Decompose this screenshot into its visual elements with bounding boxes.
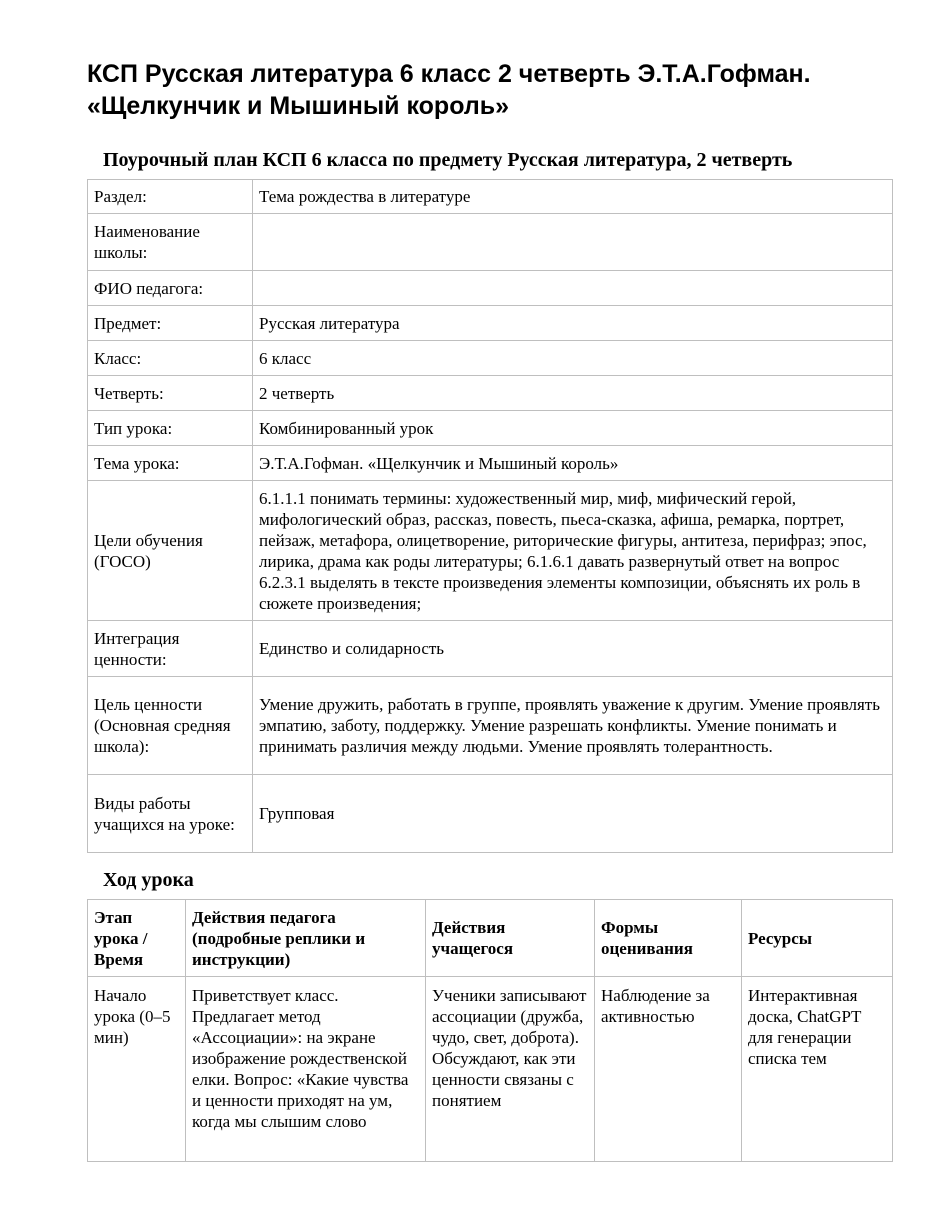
- row-label: Предмет:: [88, 306, 253, 341]
- row-value: Комбинированный урок: [253, 411, 893, 446]
- row-value: [253, 214, 893, 271]
- table-row: [88, 271, 893, 306]
- table-row: [88, 621, 893, 677]
- table-row: [88, 481, 893, 621]
- info-table: [87, 179, 893, 853]
- table-row: [88, 180, 893, 214]
- row-label: Класс:: [88, 341, 253, 376]
- row-value: Русская литература: [253, 306, 893, 341]
- row-label: Четверть:: [88, 376, 253, 411]
- row-label: Наименование школы:: [88, 214, 253, 271]
- row-label: Цель ценности (Основная средняя школа):: [88, 677, 253, 775]
- document-title: КСП Русская литература 6 класс 2 четверть Э.Т.А.Гофман. «Щелкунчик и Мышиный король»: [87, 60, 811, 120]
- table-row: [88, 306, 893, 341]
- row-label: ФИО педагога:: [88, 271, 253, 306]
- row-value: 6 класс: [253, 341, 893, 376]
- table-header-row: [88, 900, 893, 977]
- table-row: [88, 376, 893, 411]
- row-label: Тема урока:: [88, 446, 253, 481]
- column-header: Ресурсы: [742, 900, 893, 977]
- row-value: Тема рождества в литературе: [253, 180, 893, 214]
- lesson-table: [87, 899, 893, 1162]
- row-value: [253, 271, 893, 306]
- plan-subtitle: Поурочный план КСП 6 класса по предмету Русская литература, 2 четверть: [103, 149, 793, 171]
- column-header: Действия педагога (подробные реплики и инструкции): [186, 900, 426, 977]
- column-header: Формы оценивания: [595, 900, 742, 977]
- row-value: Групповая: [253, 775, 893, 853]
- table-row: [88, 411, 893, 446]
- row-label: Виды работы учащихся на уроке:: [88, 775, 253, 853]
- row-label: Тип урока:: [88, 411, 253, 446]
- row-value: Э.Т.А.Гофман. «Щелкунчик и Мышиный король»: [253, 446, 893, 481]
- table-row: [88, 775, 893, 853]
- table-row: [88, 977, 893, 1162]
- table-row: [88, 214, 893, 271]
- document-page: [87, 58, 893, 1162]
- table-row: [88, 446, 893, 481]
- row-value: Умение дружить, работать в группе, проявлять уважение к другим. Умение проявлять эмпатию, заботу, поддержку. Умение разрешать конфликты. Умение понимать и принимать различия между людьми. Умение проявлять толерантность.: [253, 677, 893, 775]
- column-header: Этап урока / Время: [88, 900, 186, 977]
- row-label: Цели обучения (ГОСО): [88, 481, 253, 621]
- table-cell: Приветствует класс. Предлагает метод «Ассоциации»: на экране изображение рождественской елки. Вопрос: «Какие чувства и ценности приходят на ум, когда мы слышим слово: [186, 977, 426, 1162]
- row-value: 6.1.1.1 понимать термины: художественный мир, миф, мифический герой, мифологический образ, рассказ, повесть, пьеса-сказка, афиша, ремарка, портрет, пейзаж, метафора, олицетворение, риторические фигуры, антитеза, перифраз; эпос, лирика, драма как роды литературы; 6.1.6.1 давать развернутый ответ на вопрос 6.2.3.1 выделять в тексте произведения элементы композиции, объяснять их роль в сюжете произведения;: [253, 481, 893, 621]
- row-value: Единство и солидарность: [253, 621, 893, 677]
- row-label: Раздел:: [88, 180, 253, 214]
- table-row: [88, 341, 893, 376]
- table-cell: Ученики записывают ассоциации (дружба, чудо, свет, доброта). Обсуждают, как эти ценности связаны с понятием: [426, 977, 595, 1162]
- row-label: Интеграция ценности:: [88, 621, 253, 677]
- table-cell: Интерактивная доска, ChatGPT для генерации списка тем: [742, 977, 893, 1162]
- lesson-heading: Ход урока: [103, 869, 194, 891]
- column-header: Действия учащегося: [426, 900, 595, 977]
- table-row: [88, 677, 893, 775]
- table-cell: Наблюдение за активностью: [595, 977, 742, 1162]
- row-value: 2 четверть: [253, 376, 893, 411]
- table-cell: Начало урока (0–5 мин): [88, 977, 186, 1162]
